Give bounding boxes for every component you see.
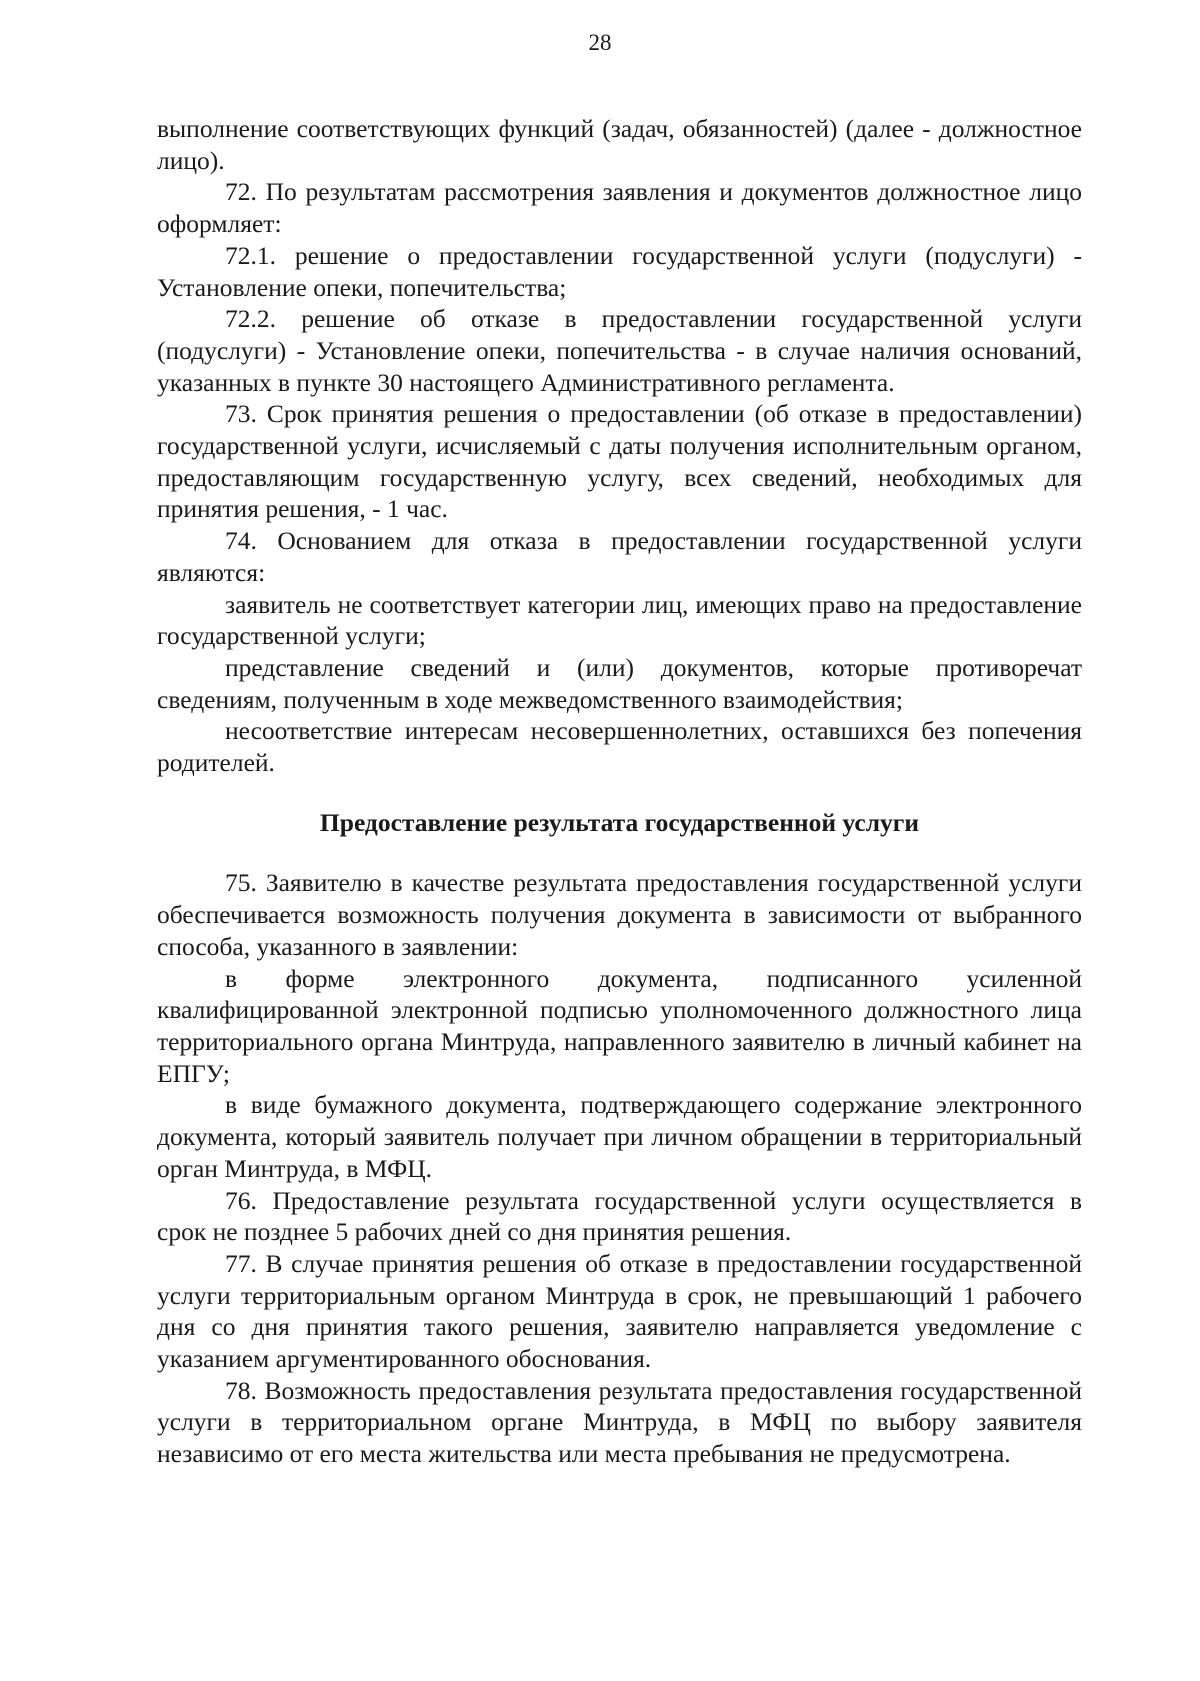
paragraphs-after	[157, 867, 1082, 1469]
paragraph-77: 77. В случае принятия решения об отказе в предоставлении государственной услуги территориальным органом Минтруда в срок, не превышающий 1 рабочего дня со дня принятия такого решения, заявителю направляется уведомление с указанием аргументированного обоснования.	[157, 1248, 1082, 1374]
paragraph-76: 76. Предоставление результата государственной услуги осуществляется в срок не позднее 5 рабочих дней со дня принятия решения.	[157, 1185, 1082, 1247]
paragraph-75: 75. Заявителю в качестве результата предоставления государственной услуги обеспечивается возможность получения документа в зависимости от выбранного способа, указанного в заявлении:	[157, 868, 1082, 961]
paragraph-75-item: в виде бумажного документа, подтверждающего содержание электронного документа, который заявитель получает при личном обращении в территориальный орган Минтруда, в МФЦ.	[157, 1090, 1082, 1183]
paragraph-72-2: 72.2. решение об отказе в предоставлении государственной услуги (подуслуги) - Установление опеки, попечительства - в случае наличия оснований, указанных в пункте 30 настоящего Административного регламента.	[157, 304, 1082, 397]
section-heading: Предоставление результата государственной услуги	[319, 807, 920, 837]
paragraph-78: 78. Возможность предоставления результата предоставления государственной услуги в территориальном органе Минтруда, в МФЦ по выбору заявителя независимо от его места жительства или места пребывания не предусмотрена.	[157, 1375, 1082, 1469]
paragraph-73: 73. Срок принятия решения о предоставлении (об отказе в предоставлении) государственной услуги, исчисляемый с даты получения исполнительным органом, предоставляющим государственную услугу, всех сведений, необходимых для принятия решения, - 1 час.	[157, 399, 1082, 524]
document-body	[157, 113, 1082, 1470]
paragraph-74-item: представление сведений и (или) документов, которые противоречат сведениям, полученным в ходе межведомственного взаимодействия;	[157, 652, 1082, 714]
paragraph-75-item: в форме электронного документа, подписанного усиленной квалифицированной электронной подписью уполномоченного должностного лица территориального органа Минтруда, направленного заявителю в личный кабинет на ЕПГУ;	[157, 963, 1082, 1088]
paragraph-74: 74. Основанием для отказа в предоставлении государственной услуги являются:	[157, 526, 1082, 587]
paragraph-74-item: несоответствие интересам несовершеннолетних, оставшихся без попечения родителей.	[157, 716, 1082, 778]
paragraph-72-1: 72.1. решение о предоставлении государственной услуги (подуслуги) - Установление опеки, попечительства;	[157, 240, 1082, 302]
paragraph-72: 72. По результатам рассмотрения заявления и документов должностное лицо оформляет:	[157, 177, 1082, 239]
paragraph-74-item: заявитель не соответствует категории лиц, имеющих право на предоставление государственной услуги;	[157, 589, 1082, 651]
paragraph: выполнение соответствующих функций (задач, обязанностей) (далее - должностное лицо).	[157, 114, 1082, 175]
page-number: 28	[588, 30, 612, 55]
paragraphs-before	[157, 113, 1082, 779]
